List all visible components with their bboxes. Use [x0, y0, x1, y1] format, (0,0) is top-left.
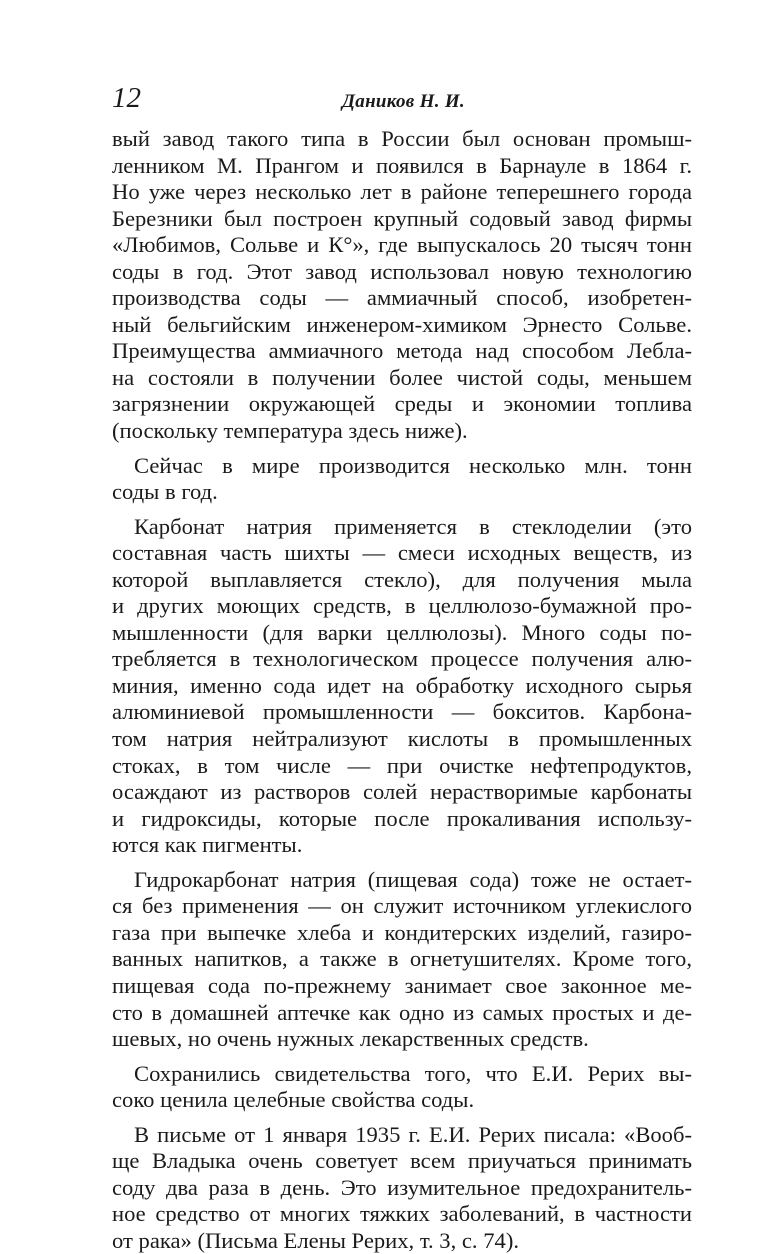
text-line: В письме от 1 января 1935 г. Е.И. Рерих писала: «Вооб- — [134, 1121, 692, 1147]
text-line: Преимущества аммиачного метода над способом Лебла- — [112, 338, 692, 364]
text-line: и гидроксиды, которые после прокаливания использу- — [112, 805, 692, 831]
page-header — [112, 80, 692, 126]
body-text — [112, 126, 692, 1254]
text-line: Карбонат натрия применяется в стеклоделии (это — [134, 513, 692, 539]
text-line: Но уже через несколько лет в районе теперешнего города — [112, 179, 692, 205]
text-line: пищевая сода по-прежнему занимает свое законное ме- — [112, 972, 692, 998]
text-line: ванных напитков, а также в огнетушителях. Кроме того, — [112, 946, 692, 972]
text-line: том натрия нейтрализуют кислоты в промышленных — [112, 726, 692, 752]
text-line: осаждают из растворов солей нерастворимые карбонаты — [112, 779, 692, 805]
text-line: соду два раза в день. Это изумительное предохранитель- — [112, 1174, 692, 1200]
text-line: миния, именно сода идет на обработку исходного сырья — [112, 672, 692, 698]
text-line: составная часть шихты — смеси исходных веществ, из — [112, 540, 692, 566]
text-line: Березники был построен крупный содовый завод фирмы — [112, 205, 692, 231]
text-line: ный бельгийским инженером-химиком Эрнесто Сольве. — [112, 311, 692, 337]
text-line: и других моющих средств, в целлюлозо-бумажной про- — [112, 593, 692, 619]
text-line: Гидрокарбонат натрия (пищевая сода) тоже не остает- — [134, 866, 692, 892]
text-line: Сейчас в мире производится несколько млн. тонн — [134, 452, 692, 478]
book-page — [112, 80, 692, 1254]
text-line: (поскольку температура здесь ниже). — [112, 418, 468, 444]
text-line: соко ценила целебные свойства соды. — [112, 1087, 475, 1113]
text-line: Сохранились свидетельства того, что Е.И. Рерих вы- — [134, 1060, 692, 1086]
text-line: «Любимов, Сольве и К°», где выпускалось 20 тысяч тонн — [112, 232, 692, 258]
text-line: сто в домашней аптечке как одно из самых простых и де- — [112, 999, 692, 1025]
text-line: от рака» (Письма Елены Рерих, т. 3, с. 74). — [112, 1227, 519, 1253]
text-line: ное средство от многих тяжких заболеваний, в частности — [112, 1201, 692, 1227]
text-line: газа при выпечке хлеба и кондитерских изделий, газиро- — [112, 919, 692, 945]
text-line: ся без применения — он служит источником углекислого — [112, 893, 692, 919]
page-number: 12 — [112, 82, 141, 114]
text-line: вый завод такого типа в России был основан промыш- — [112, 126, 692, 151]
text-line: ще Владыка очень советует всем приучаться принимать — [112, 1148, 692, 1174]
text-line: которой выплавляется стекло), для получения мыла — [112, 566, 692, 592]
text-line: стоках, в том числе — при очистке нефтепродуктов, — [112, 752, 692, 778]
text-line: соды в год. Этот завод использовал новую технологию — [112, 258, 692, 284]
text-line: мышленности (для варки целлюлозы). Много соды по- — [112, 619, 692, 645]
text-line: шевых, но очень нужных лекарственных средств. — [112, 1026, 589, 1052]
text-line: требляется в технологическом процессе получения алю- — [112, 646, 692, 672]
text-line: ленником М. Прангом и появился в Барнауле в 1864 г. — [112, 152, 692, 178]
text-line: производства соды — аммиачный способ, изобретен- — [112, 285, 692, 311]
running-head-author: Даников Н. И. — [342, 91, 465, 112]
text-line: загрязнении окружающей среды и экономии топлива — [112, 391, 692, 417]
text-line: на состояли в получении более чистой соды, меньшем — [112, 364, 692, 390]
text-line: ются как пигменты. — [112, 832, 303, 858]
text-line: соды в год. — [112, 479, 218, 505]
text-line: алюминиевой промышленности — бокситов. Карбона- — [112, 699, 692, 725]
